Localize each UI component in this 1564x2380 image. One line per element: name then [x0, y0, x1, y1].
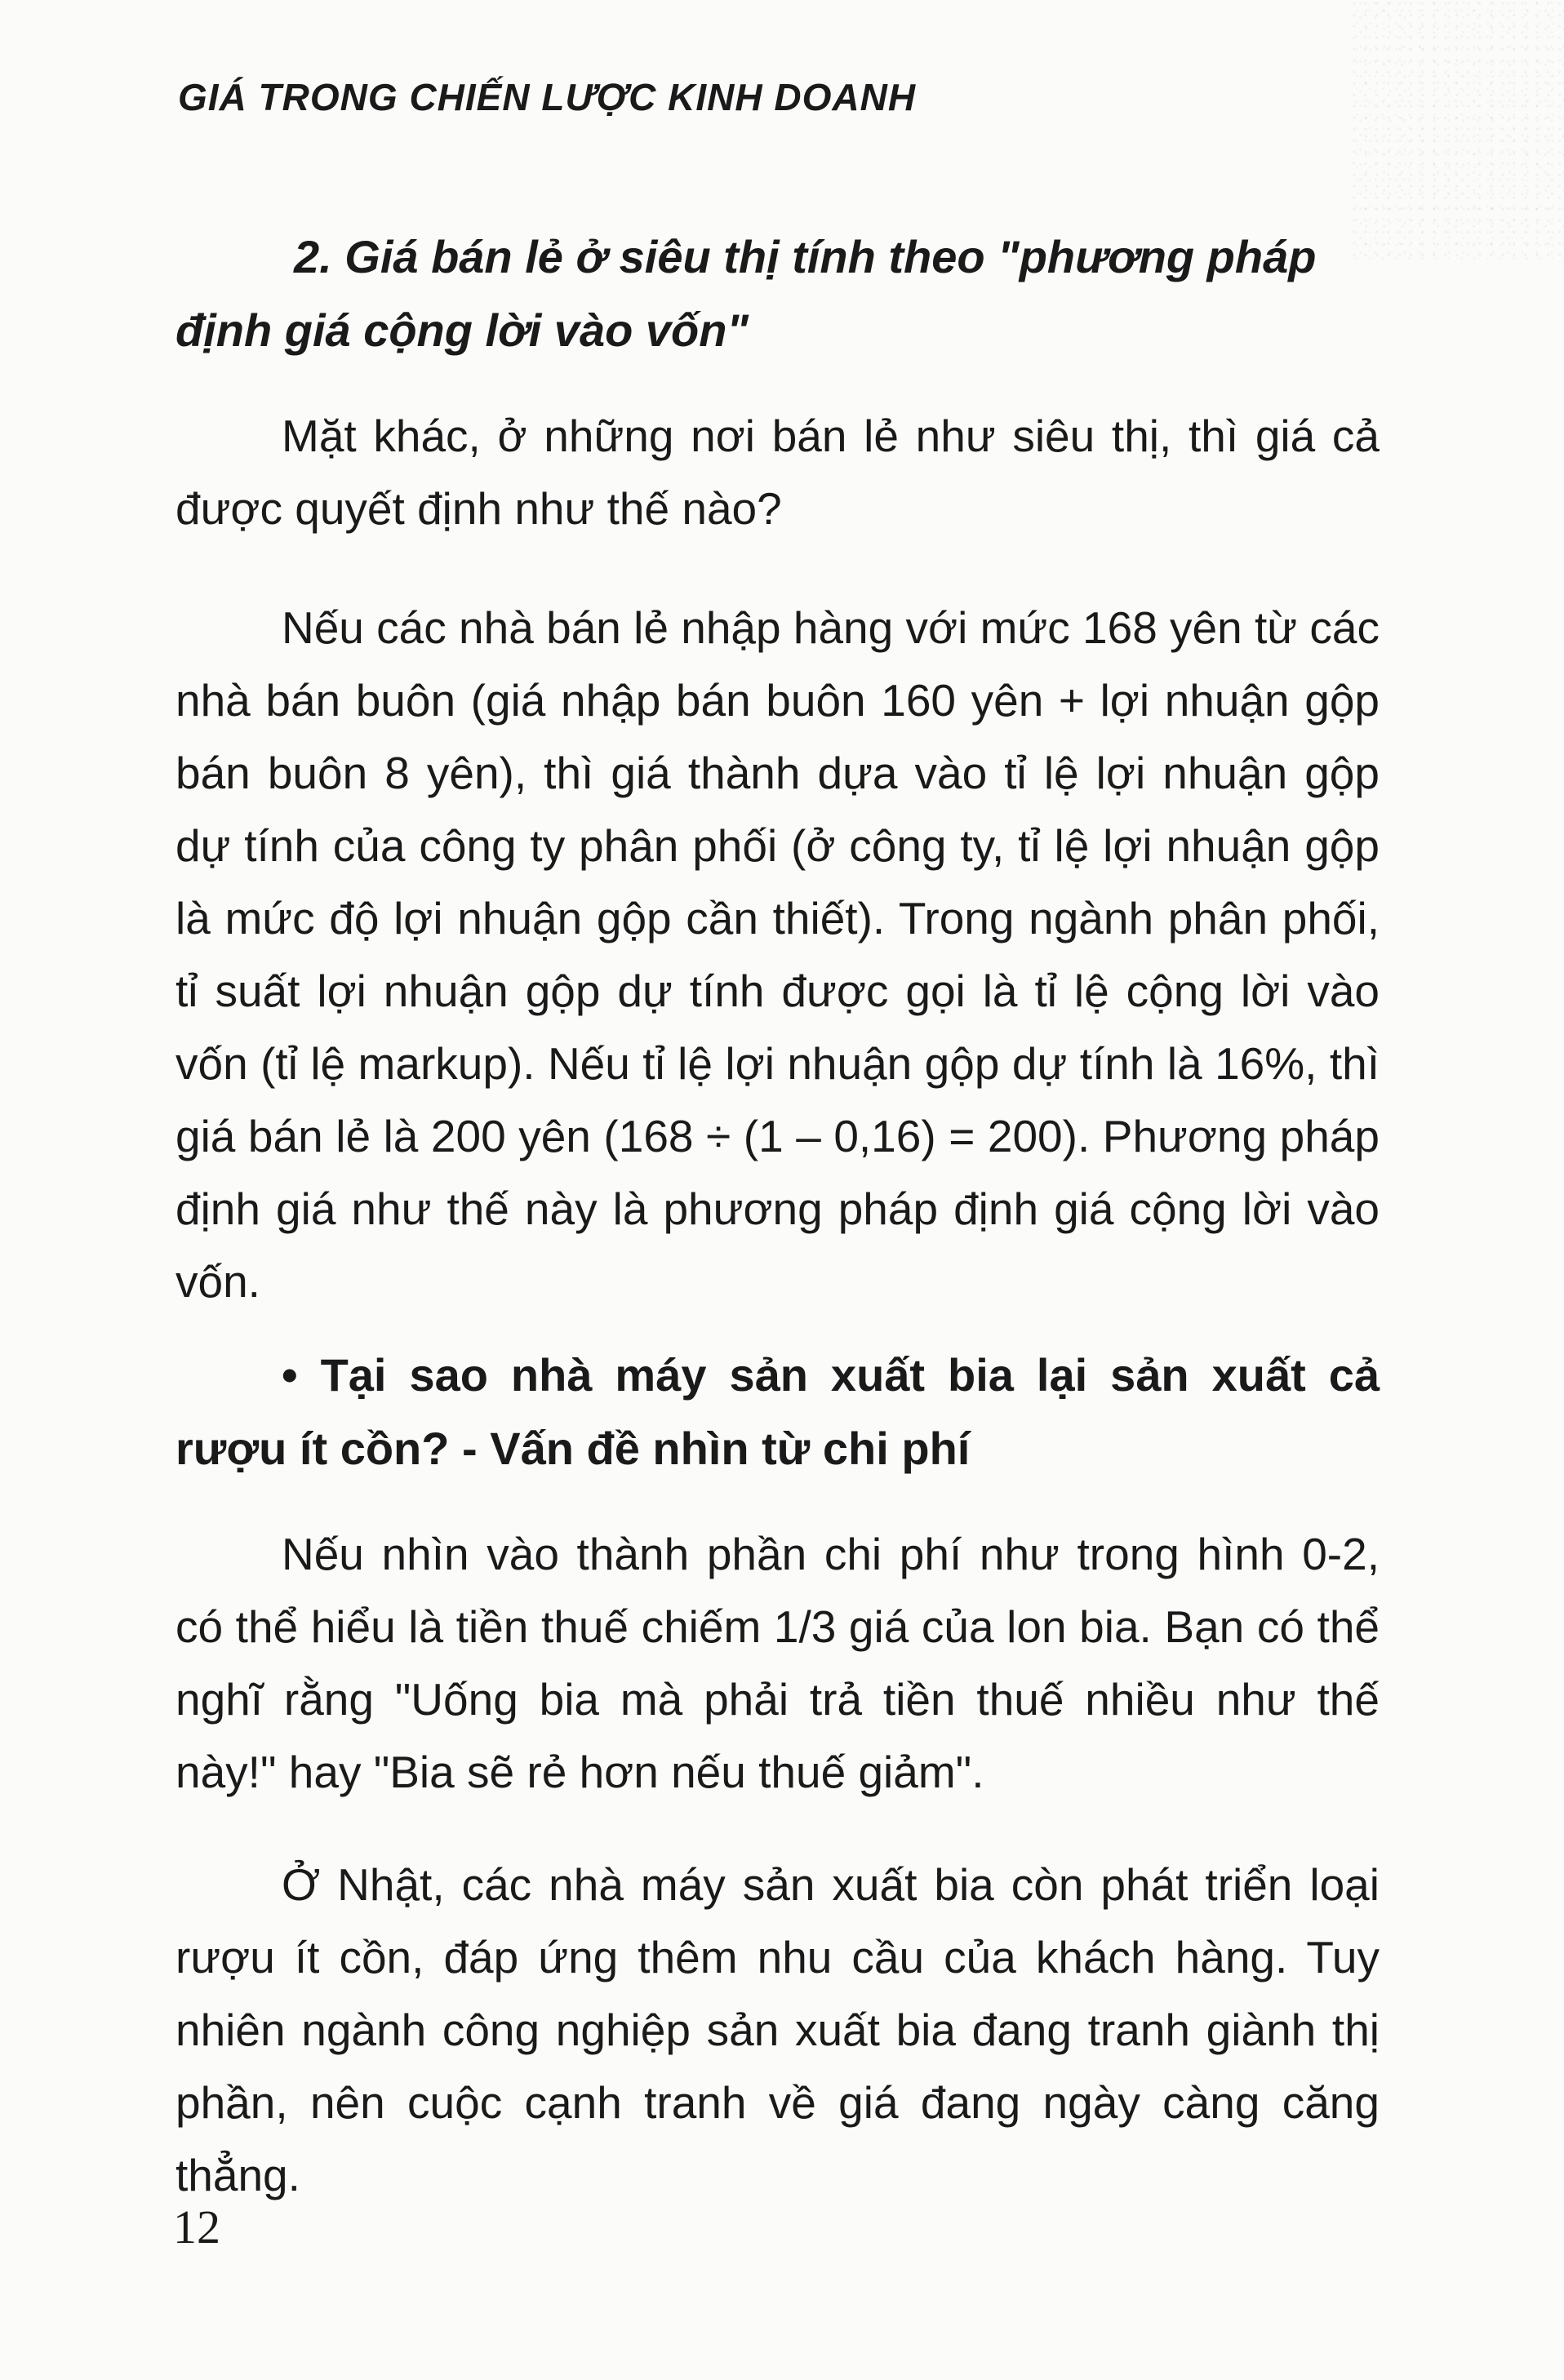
paragraph-4: Ở Nhật, các nhà máy sản xuất bia còn phát triển loại rượu ít cồn, đáp ứng thêm nhu cầu của khách hàng. Tuy nhiên ngành công nghiệp sản xuất bia đang tranh giành thị phần, nên cuộc cạnh tranh về giá đang ngày càng căng thẳng.: [176, 1859, 1380, 2200]
scan-speckle: [1352, 0, 1564, 261]
bullet-heading: • Tại sao nhà máy sản xuất bia lại sản xuất cả rượu ít cồn? - Vấn đề nhìn từ chi phí: [176, 1349, 1380, 1474]
paragraph-1: Mặt khác, ở những nơi bán lẻ như siêu thị, thì giá cả được quyết định như thế nào?: [176, 411, 1380, 534]
paragraph-3: Nếu nhìn vào thành phần chi phí như trong hình 0-2, có thể hiểu là tiền thuế chiếm 1/3 giá của lon bia. Bạn có thể nghĩ rằng "Uống bia mà phải trả tiền thuế nhiều như thế này!" hay "Bia sẽ rẻ hơn nếu thuế giảm".: [176, 1529, 1380, 1797]
section-heading: 2. Giá bán lẻ ở siêu thị tính theo "phương pháp định giá cộng lời vào vốn": [176, 231, 1317, 356]
paragraph-2: Nếu các nhà bán lẻ nhập hàng với mức 168 yên từ các nhà bán buôn (giá nhập bán buôn 160 yên + lợi nhuận gộp bán buôn 8 yên), thì giá thành dựa vào tỉ lệ lợi nhuận gộp dự tính của công ty phân phối (ở công ty, tỉ lệ lợi nhuận gộp là mức độ lợi nhuận gộp cần thiết). Trong ngành phân phối, tỉ suất lợi nhuận gộp dự tính được gọi là tỉ lệ cộng lời vào vốn (tỉ lệ markup). Nếu tỉ lệ lợi nhuận gộp dự tính là 16%, thì giá bán lẻ là 200 yên (168 ÷ (1 – 0,16) = 200). Phương pháp định giá như thế này là phương pháp định giá cộng lời vào vốn.: [176, 602, 1380, 1307]
page-number: 12: [173, 2200, 220, 2253]
running-head: GIÁ TRONG CHIẾN LƯỢC KINH DOANH: [178, 76, 917, 118]
